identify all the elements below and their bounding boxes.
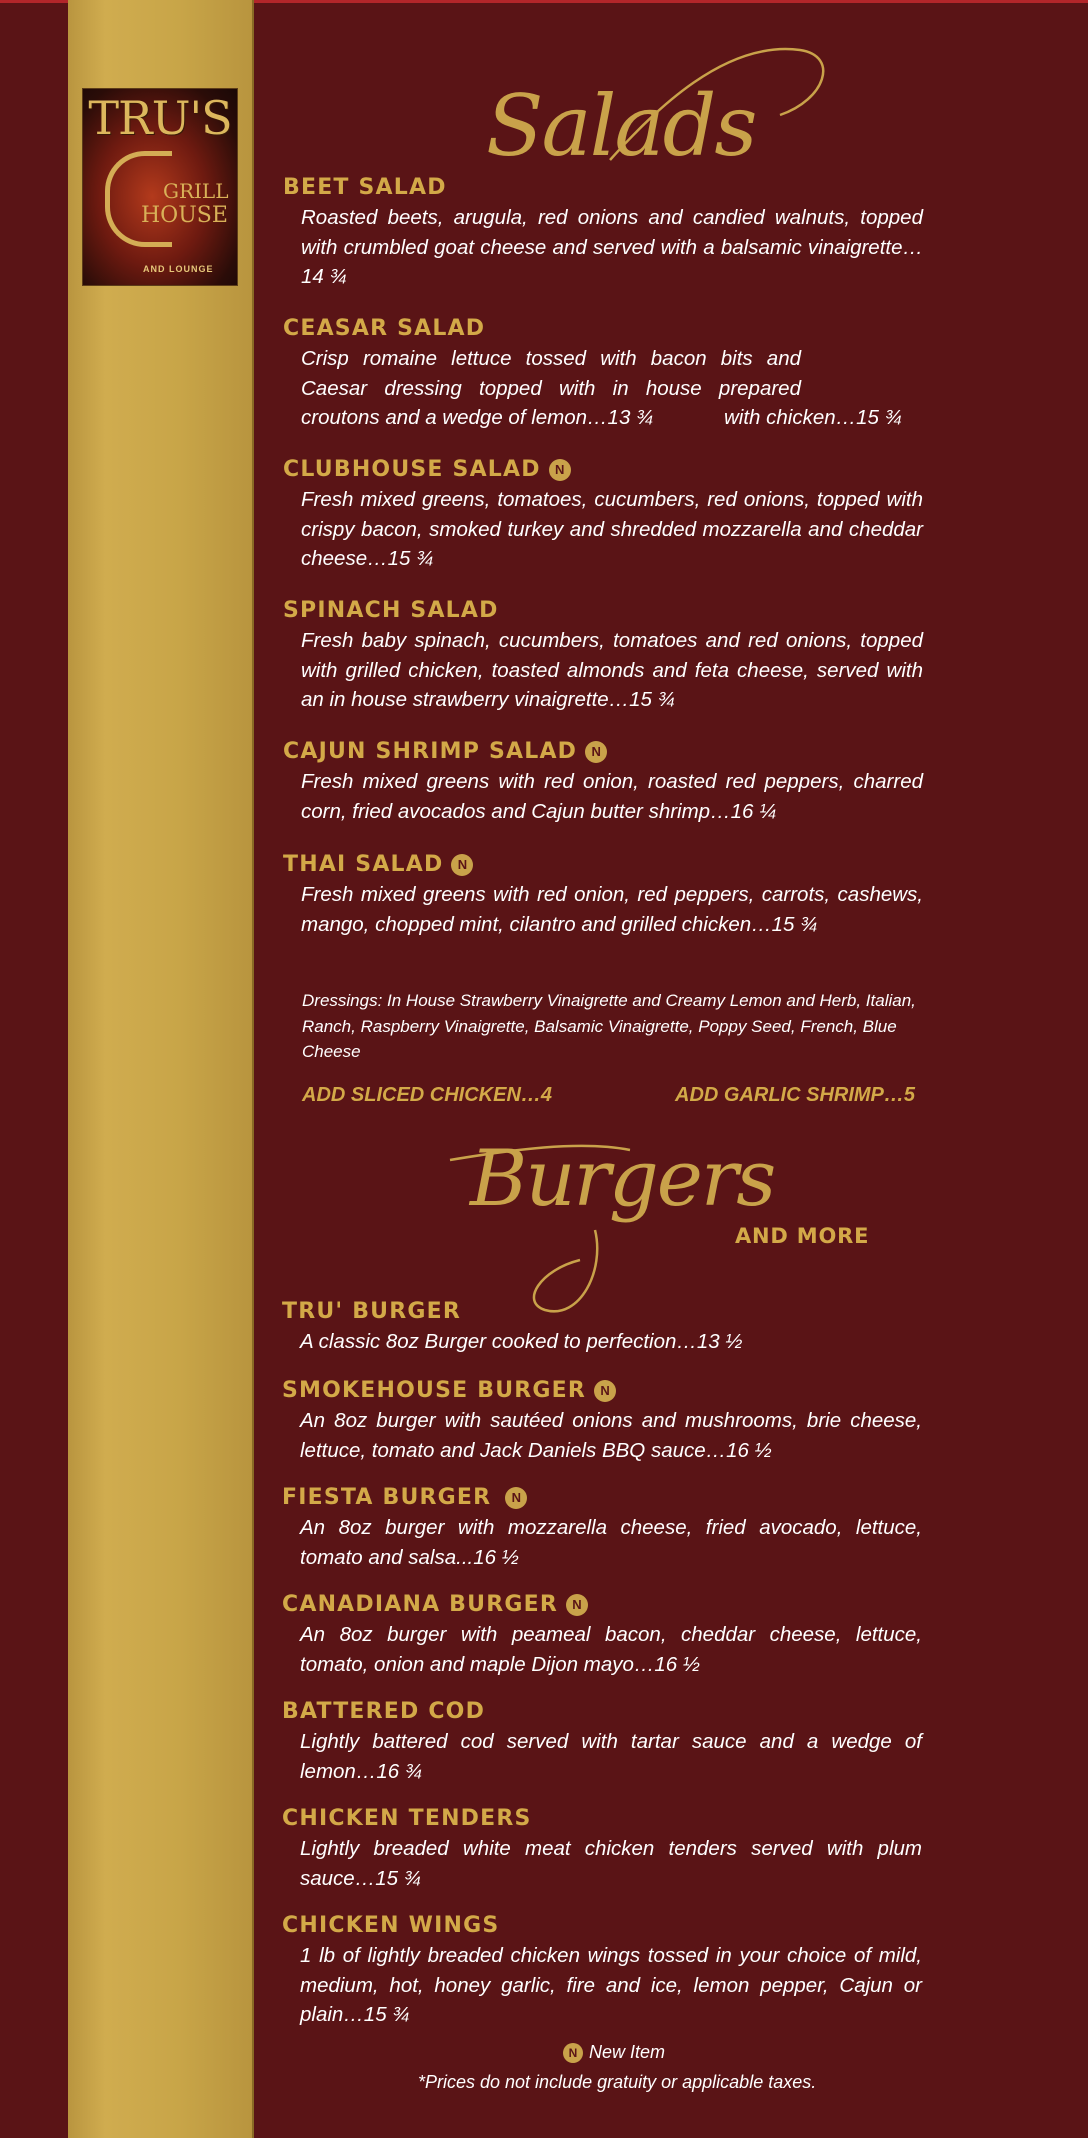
burger-desc-tru: A classic 8oz Burger cooked to perfection…13 ½ <box>300 1330 743 1353</box>
logo-house: HOUSE <box>141 203 228 228</box>
salad-desc-thai: Fresh mixed greens with red onion, red peppers, carrots, cashews, mango, chopped mint, cilantro and grilled chicken…15 ¾ <box>301 883 923 936</box>
logo-grill: GRILL <box>163 179 229 203</box>
salad-title-clubhouse: CLUBHOUSE SALAD N <box>283 457 571 483</box>
salad-desc-spinach: Fresh baby spinach, cucumbers, tomatoes and red onions, topped with grilled chicken, toasted almonds and feta cheese, served with an in house strawberry vinaigrette…15 ¾ <box>301 629 923 711</box>
burger-desc-smokehouse: An 8oz burger with sautéed onions and mushrooms, brie cheese, lettuce, tomato and Jack Daniels BBQ sauce…16 ½ <box>300 1409 922 1462</box>
salad-desc-beet: Roasted beets, arugula, red onions and candied walnuts, topped with crumbled goat cheese and served with a balsamic vinaigrette…14 ¾ <box>301 206 923 288</box>
gold-side-strip <box>68 0 254 2138</box>
restaurant-logo <box>83 89 237 285</box>
new-item-badge-icon: N <box>594 1380 616 1402</box>
logo-lounge: AND LOUNGE <box>143 264 214 274</box>
logo-swirl <box>105 151 172 247</box>
salad-desc-cajun-shrimp: Fresh mixed greens with red onion, roasted red peppers, charred corn, fried avocados and Cajun butter shrimp…16 ¼ <box>301 770 923 823</box>
salad-caesar-chicken-price: with chicken…15 ¾ <box>724 406 902 429</box>
burgers-subheading: AND MORE <box>735 1224 870 1248</box>
item-title-chicken-wings: CHICKEN WINGS <box>282 1913 500 1938</box>
legend-label: New Item <box>589 2042 666 2062</box>
new-item-badge-icon: N <box>566 1594 588 1616</box>
salad-desc-clubhouse: Fresh mixed greens, tomatoes, cucumbers, red onions, topped with crispy bacon, smoked turkey and shredded mozzarella and cheddar cheese…15 ¾ <box>301 488 923 570</box>
burger-title-fiesta: FIESTA BURGER N <box>282 1485 527 1511</box>
burger-desc-fiesta: An 8oz burger with mozzarella cheese, fried avocado, lettuce, tomato and salsa...16 ½ <box>300 1516 922 1569</box>
salad-title-thai: THAI SALAD N <box>283 852 473 878</box>
new-item-badge-icon: N <box>585 741 607 763</box>
burger-title-canadiana: CANADIANA BURGER N <box>282 1592 588 1618</box>
item-desc-chicken-wings: 1 lb of lightly breaded chicken wings tossed in your choice of mild, medium, hot, honey garlic, fire and ice, lemon pepper, Cajun or plain…15 ¾ <box>300 1944 922 2026</box>
new-item-legend <box>563 2040 665 2064</box>
new-item-badge-icon: N <box>549 459 571 481</box>
new-item-badge-icon: N <box>563 2043 583 2063</box>
item-desc-chicken-tenders: Lightly breaded white meat chicken tenders served with plum sauce…15 ¾ <box>300 1837 922 1890</box>
burger-desc-canadiana: An 8oz burger with peameal bacon, cheddar cheese, lettuce, tomato, onion and maple Dijon mayo…16 ½ <box>300 1623 922 1676</box>
logo-name: TRU'S <box>88 91 232 145</box>
salads-heading: Salads <box>486 77 756 175</box>
item-title-chicken-tenders: CHICKEN TENDERS <box>282 1806 532 1831</box>
disclaimer-text: *Prices do not include gratuity or applicable taxes. <box>418 2072 817 2092</box>
item-desc-battered-cod: Lightly battered cod served with tartar sauce and a wedge of lemon…16 ¾ <box>300 1730 922 1783</box>
burgers-heading: Burgers <box>470 1134 775 1224</box>
salad-title-spinach: SPINACH SALAD <box>283 598 499 623</box>
new-item-badge-icon: N <box>505 1487 527 1509</box>
new-item-badge-icon: N <box>451 854 473 876</box>
salad-desc-caesar: Crisp romaine lettuce tossed with bacon bits and Caesar dressing topped with in house prepared croutons and a wedge of lemon…13 ¾ <box>301 347 801 429</box>
burger-title-tru: TRU' BURGER <box>282 1299 462 1324</box>
salad-title-caesar: CEASAR SALAD <box>283 316 486 341</box>
dressings-list: Dressings: In House Strawberry Vinaigrette and Creamy Lemon and Herb, Italian, Ranch, Raspberry Vinaigrette, Balsamic Vinaigrette, Poppy Seed, French, Blue Cheese <box>302 991 916 1061</box>
addon-garlic-shrimp: ADD GARLIC SHRIMP…5 <box>675 1084 916 1106</box>
item-title-battered-cod: BATTERED COD <box>282 1699 486 1724</box>
burger-title-smokehouse: SMOKEHOUSE BURGER N <box>282 1378 616 1404</box>
salad-title-cajun-shrimp: CAJUN SHRIMP SALAD N <box>283 739 607 765</box>
salad-title-beet: BEET SALAD <box>283 175 447 200</box>
addon-sliced-chicken: ADD SLICED CHICKEN…4 <box>302 1084 553 1106</box>
